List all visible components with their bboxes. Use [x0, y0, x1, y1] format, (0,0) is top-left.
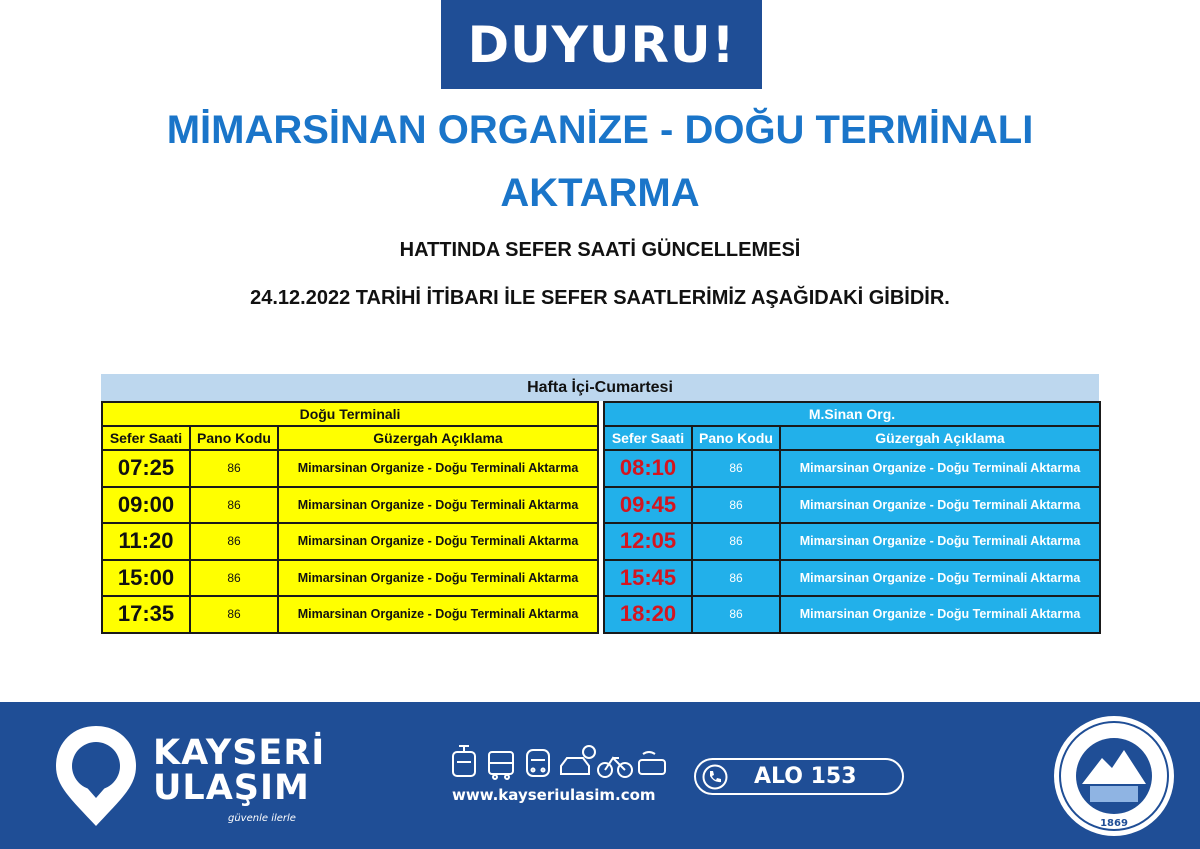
column-header: Güzergah Açıklama	[278, 426, 598, 450]
departure-time: 11:20	[102, 523, 190, 560]
table-row	[102, 523, 598, 560]
schedule-table-msinan-org	[603, 401, 1101, 634]
departure-time: 15:45	[604, 560, 692, 597]
route-title: MİMARSİNAN ORGANİZE - DOĞU TERMİNALI	[166, 108, 1034, 152]
route-description: Mimarsinan Organize - Doğu Terminali Aktarma	[780, 560, 1100, 597]
schedule-table-dogu-terminali	[101, 401, 599, 634]
card-payment-icon	[639, 752, 665, 774]
route-description: Mimarsinan Organize - Doğu Terminali Aktarma	[278, 523, 598, 560]
bus-icon	[489, 752, 513, 779]
table-row	[102, 450, 598, 487]
table-title: M.Sinan Org.	[604, 402, 1100, 426]
route-description: Mimarsinan Organize - Doğu Terminali Aktarma	[780, 523, 1100, 560]
departure-time: 12:05	[604, 523, 692, 560]
route-code: 86	[692, 523, 780, 560]
departure-time: 17:35	[102, 596, 190, 633]
route-description: Mimarsinan Organize - Doğu Terminali Aktarma	[780, 596, 1100, 633]
route-description: Mimarsinan Organize - Doğu Terminali Aktarma	[278, 560, 598, 597]
route-title-cont: AKTARMA	[500, 171, 700, 215]
table-row	[102, 487, 598, 524]
brand-slogan: güvenle ilerle	[228, 813, 296, 824]
hotline-number: ALO 153	[754, 764, 857, 789]
route-code: 86	[692, 560, 780, 597]
departure-time: 09:45	[604, 487, 692, 524]
table-row	[604, 523, 1100, 560]
announcement-badge: DUYURU!	[441, 0, 762, 89]
route-description: Mimarsinan Organize - Doğu Terminali Aktarma	[780, 487, 1100, 524]
departure-time: 15:00	[102, 560, 190, 597]
departure-time: 07:25	[102, 450, 190, 487]
bicycle-icon	[598, 758, 632, 777]
update-subtitle: HATTINDA SEFER SAATİ GÜNCELLEMESİ	[399, 239, 801, 261]
departure-time: 09:00	[102, 487, 190, 524]
route-description: Mimarsinan Organize - Doğu Terminali Aktarma	[780, 450, 1100, 487]
route-code: 86	[692, 487, 780, 524]
column-header: Sefer Saati	[604, 426, 692, 450]
brand-name-line1: KAYSERİ	[153, 733, 326, 773]
metrobus-icon	[527, 750, 549, 776]
route-code: 86	[692, 450, 780, 487]
column-header: Güzergah Açıklama	[780, 426, 1100, 450]
column-header: Pano Kodu	[692, 426, 780, 450]
route-code: 86	[190, 523, 278, 560]
transport-icons-row	[449, 744, 671, 784]
route-code: 86	[190, 596, 278, 633]
route-description: Mimarsinan Organize - Doğu Terminali Aktarma	[278, 450, 598, 487]
route-code: 86	[692, 596, 780, 633]
column-header: Sefer Saati	[102, 426, 190, 450]
table-row	[102, 596, 598, 633]
departure-time: 08:10	[604, 450, 692, 487]
departure-time: 18:20	[604, 596, 692, 633]
brand-name-line2: ULAŞIM	[153, 768, 310, 808]
table-row	[604, 450, 1100, 487]
route-code: 86	[190, 450, 278, 487]
table-row	[102, 560, 598, 597]
municipality-seal-icon	[1052, 714, 1176, 838]
route-description: Mimarsinan Organize - Doğu Terminali Aktarma	[278, 487, 598, 524]
tram-icon	[453, 746, 475, 776]
seal-year: 1869	[1100, 818, 1128, 829]
table-row	[604, 596, 1100, 633]
route-description: Mimarsinan Organize - Doğu Terminali Aktarma	[278, 596, 598, 633]
website-url: www.kayseriulasim.com	[452, 786, 656, 804]
parking-car-icon	[561, 746, 595, 774]
schedule-period: Hafta İçi-Cumartesi	[101, 374, 1099, 401]
table-title: Doğu Terminali	[102, 402, 598, 426]
hotline-badge	[694, 758, 904, 795]
phone-icon	[702, 764, 728, 790]
route-code: 86	[190, 560, 278, 597]
table-row	[604, 560, 1100, 597]
kayseri-ulasim-pin-icon	[50, 722, 142, 832]
date-notice: 24.12.2022 TARİHİ İTİBARI İLE SEFER SAATLERİMİZ AŞAĞIDAKİ GİBİDİR.	[250, 287, 950, 309]
table-row	[604, 487, 1100, 524]
route-code: 86	[190, 487, 278, 524]
column-header: Pano Kodu	[190, 426, 278, 450]
